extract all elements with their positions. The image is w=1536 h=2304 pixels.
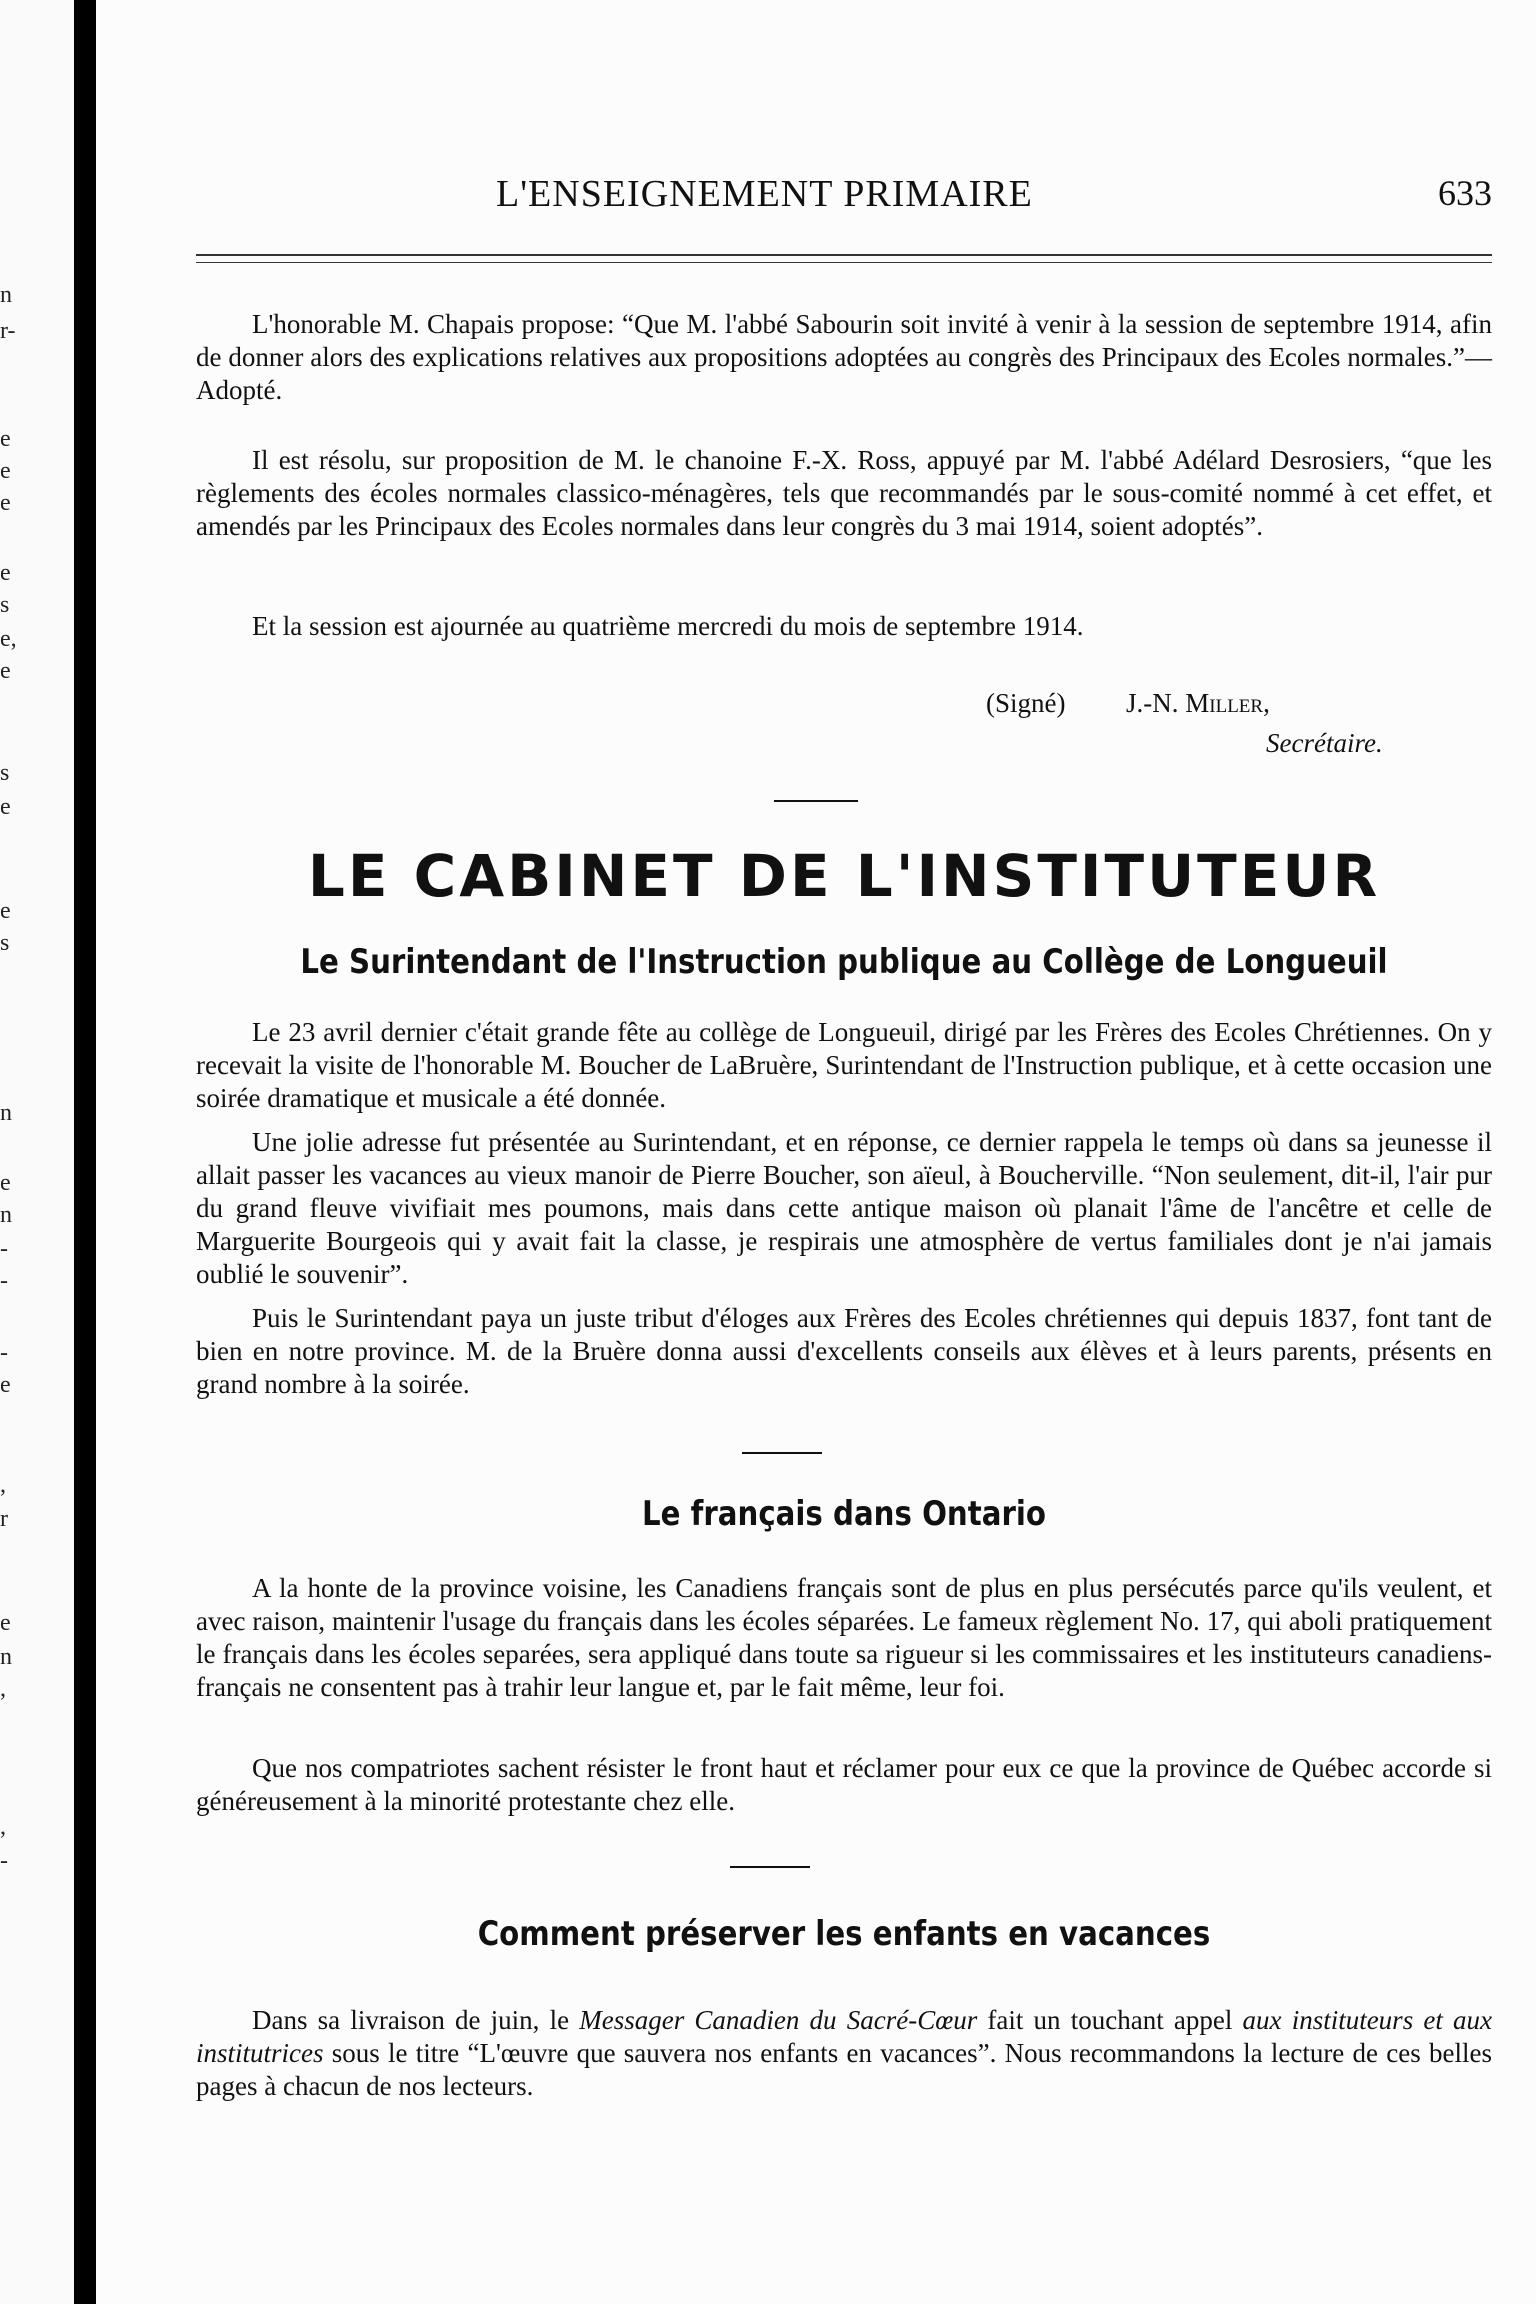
section-title: LE CABINET DE L'INSTITUTEUR bbox=[307, 842, 1381, 910]
margin-fragment: s bbox=[0, 930, 10, 956]
margin-fragment: , bbox=[0, 1814, 6, 1840]
page-number: 633 bbox=[1438, 173, 1492, 213]
minutes-paragraph-2: Il est résolu, sur proposition de M. le chanoine F.-X. Ross, appuyé par M. l'abbé Adélard Desrosiers, “que les règlements des écoles normales classico-ménagères, tels que recommandés par le sous-comité nommé à cet effet, et amendés par les Principaux des Ecoles normales dans leur congrès du 3 mai 1914, soient adoptés”. bbox=[196, 445, 1492, 541]
margin-fragment: n bbox=[0, 1202, 12, 1228]
signature-name: J.-N. Miller, bbox=[1126, 688, 1270, 718]
text-run: Dans sa livraison de juin, le bbox=[252, 2005, 580, 2035]
margin-fragment: , bbox=[0, 1676, 6, 1702]
page bbox=[96, 0, 1536, 2304]
margin-fragment: e bbox=[0, 458, 11, 484]
margin-fragment: e bbox=[0, 898, 11, 924]
margin-fragment: n bbox=[0, 1644, 12, 1670]
margin-fragment: e bbox=[0, 794, 11, 820]
minutes-paragraph-1: L'honorable M. Chapais propose: “Que M. l'abbé Sabourin soit invité à venir à la session de septembre 1914, afin de donner alors des explications relatives aux propositions adoptées au congrès des Principaux des Ecoles normales.”—Adopté. bbox=[196, 309, 1492, 405]
margin-fragment: e bbox=[0, 1372, 11, 1398]
article-title: Le Surintendant de l'Instruction publique au Collège de Longueuil bbox=[300, 942, 1388, 982]
margin-fragment: s bbox=[0, 760, 10, 786]
margin-fragment: n bbox=[0, 282, 12, 308]
section-divider bbox=[774, 800, 858, 802]
header-rule bbox=[196, 254, 1492, 256]
addressees: aux instituteurs et aux institutrices bbox=[196, 2005, 1493, 2068]
section-divider bbox=[742, 1452, 822, 1454]
header-rule-thin bbox=[196, 262, 1492, 263]
margin-fragment: - bbox=[0, 1268, 8, 1294]
margin-fragment: e bbox=[0, 1610, 11, 1636]
section-divider bbox=[730, 1866, 810, 1868]
running-title: L'ENSEIGNEMENT PRIMAIRE bbox=[496, 173, 1033, 215]
article-paragraph: Le 23 avril dernier c'était grande fête au collège de Longueuil, dirigé par les Frères des Ecoles Chrétiennes. On y recevait la visite de l'honorable M. Boucher de LaBruère, Surintendant de l'Instruction publique, et à cette occasion une soirée dramatique et musicale a été donnée. bbox=[196, 1017, 1492, 1113]
adjacent-page-edge bbox=[0, 0, 74, 2304]
margin-fragment: e bbox=[0, 490, 11, 516]
signature-signed: (Signé) bbox=[986, 688, 1066, 718]
article-paragraph: A la honte de la province voisine, les Canadiens français sont de plus en plus persécutés parce qu'ils veulent, et avec raison, maintenir l'usage du français dans les écoles séparées. Le fameux règlement No. 17, qui aboli pratiquement le français dans les écoles separées, sera appliqué dans toute sa rigueur si les commissaires et les instituteurs canadiens-français ne consentent pas à trahir leur langue et, par le fait même, leur foi. bbox=[196, 1573, 1492, 1702]
margin-fragment: s bbox=[0, 592, 10, 618]
margin-fragment: r bbox=[0, 1506, 8, 1532]
minutes-paragraph-3: Et la session est ajournée au quatrième mercredi du mois de septembre 1914. bbox=[252, 611, 1084, 641]
article-paragraph: Puis le Surintendant paya un juste tribut d'éloges aux Frères des Ecoles chrétiennes qui depuis 1837, font tant de bien en notre province. M. de la Bruère donna aussi d'excellents conseils aux élèves et à leurs parents, présents en grand nombre à la soirée. bbox=[196, 1303, 1492, 1399]
margin-fragment: n bbox=[0, 1100, 12, 1126]
text-run: sous le titre “L'œuvre que sauvera nos enfants en vacances”. Nous recommandons la lecture de ces belles pages à chacun de nos lecteurs. bbox=[196, 2038, 1492, 2101]
article-paragraph: Que nos compatriotes sachent résister le front haut et réclamer pour eux ce que la province de Québec accorde si généreusement à la minorité protestante chez elle. bbox=[196, 1753, 1492, 1816]
margin-fragment: - bbox=[0, 1340, 8, 1366]
margin-fragment: e, bbox=[0, 626, 17, 652]
margin-fragment: e bbox=[0, 426, 11, 452]
article-paragraph: Une jolie adresse fut présentée au Surintendant, et en réponse, ce dernier rappela le temps où dans sa jeunesse il allait passer les vacances au vieux manoir de Pierre Boucher, son aïeul, à Boucherville. “Non seulement, dit-il, l'air pur du grand fleuve vivifiait mes poumons, mais dans cette antique maison où planait l'âme de l'ancêtre et celle de Marguerite Bourgeois qui y avait fait la classe, je respirais une atmosphère de vertus familiales dont je n'ai jamais oublié le souvenir”. bbox=[196, 1127, 1492, 1289]
margin-fragment: e bbox=[0, 658, 11, 684]
journal-title: Messager Canadien du Sacré-Cœur bbox=[579, 2005, 978, 2035]
margin-fragment: r- bbox=[0, 318, 16, 344]
margin-fragment: - bbox=[0, 1848, 8, 1874]
article-paragraph bbox=[196, 2004, 1492, 2103]
margin-fragment: - bbox=[0, 1236, 8, 1262]
signature-title: Secrétaire. bbox=[1266, 728, 1383, 758]
article-title: Comment préserver les enfants en vacances bbox=[477, 1914, 1211, 1954]
article-title: Le français dans Ontario bbox=[642, 1494, 1046, 1534]
margin-fragment: e bbox=[0, 1170, 11, 1196]
margin-fragment: , bbox=[0, 1472, 6, 1498]
running-header bbox=[496, 172, 1492, 220]
margin-fragment: e bbox=[0, 560, 11, 586]
text-run: fait un touchant appel bbox=[977, 2005, 1243, 2035]
